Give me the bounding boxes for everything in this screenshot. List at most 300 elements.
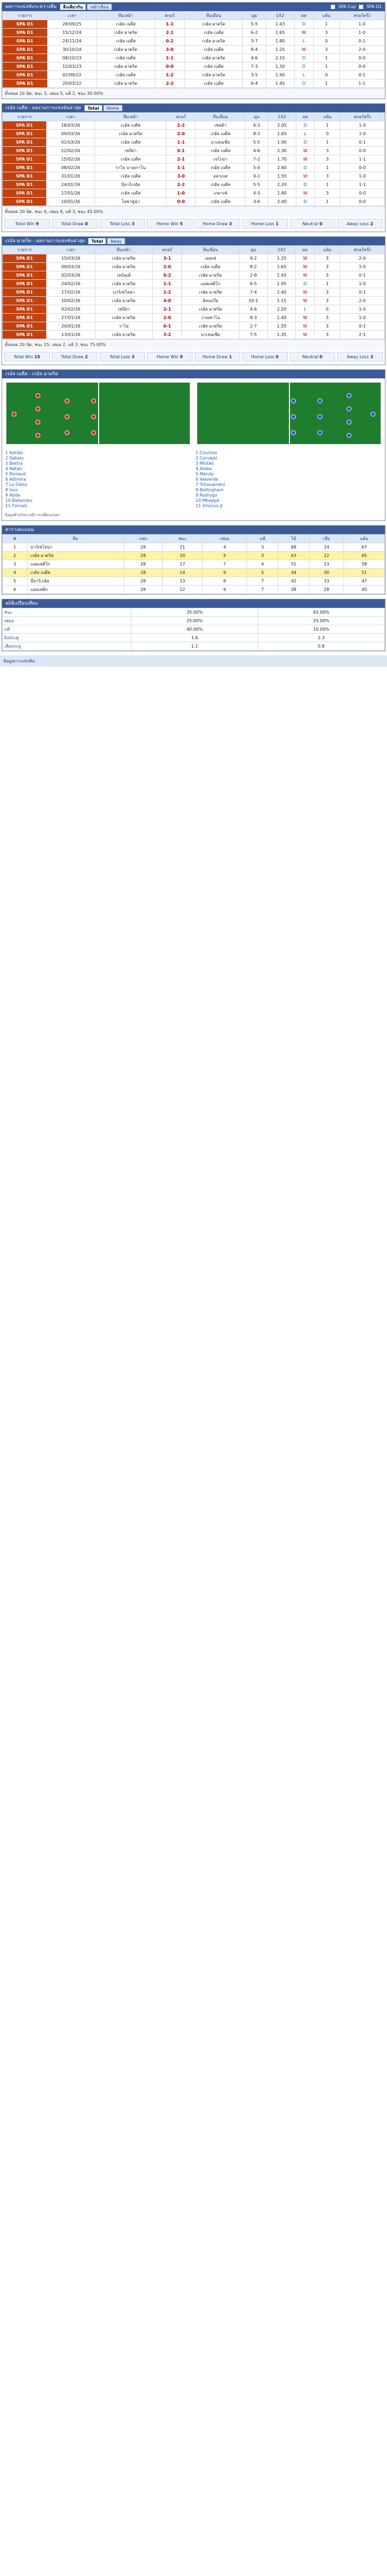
team-name: บาร์เซโลน่า: [27, 543, 124, 552]
corner-count: 3-6: [245, 198, 268, 206]
table-row[interactable]: [3, 20, 385, 29]
total-win-box: Total Win 9: [4, 219, 50, 228]
points: 1: [313, 63, 339, 71]
match-score: 2-1: [166, 155, 196, 164]
away-player: 3 Militão: [196, 461, 214, 466]
home-player: 10 Bakambu: [5, 498, 32, 503]
home-team: เรอัล เบตีส: [96, 54, 155, 63]
match-date: 30/10/24: [47, 46, 96, 54]
h2h-header: [2, 3, 385, 11]
home-totals: [2, 217, 385, 232]
home-team: เลบันเต้: [95, 271, 152, 280]
league-filter-d1[interactable]: SPA D1: [366, 4, 382, 9]
home-draw-box: Home Draw 1: [195, 352, 240, 361]
stats-title: สถิติเปรียบเทียบ: [5, 601, 38, 606]
rank: 2: [3, 552, 28, 560]
table-row[interactable]: [3, 552, 385, 560]
match-date: 09/03/26: [47, 263, 95, 271]
match-score: 3-2: [153, 331, 182, 339]
league-badge: SPA D1: [3, 29, 48, 37]
table-row[interactable]: [3, 569, 385, 577]
rank: 4: [3, 569, 28, 577]
corner-count: 6-2: [243, 29, 266, 37]
match-date: 09/03/26: [47, 130, 95, 138]
standings-header: [2, 526, 385, 534]
away-team: เรอัล เบตีส: [196, 198, 245, 206]
player-icon: [36, 433, 40, 438]
table-row[interactable]: [3, 147, 385, 155]
home-team: ราโย บาเยกาโน: [95, 164, 166, 172]
table-row[interactable]: [3, 586, 385, 594]
corner-count: 8-2: [239, 263, 268, 271]
away-team: เรอัล เบตีส: [184, 46, 243, 54]
lineups-title: เรอัล เบตีส - เรอัล มาดริด: [5, 371, 58, 377]
drawn: 8: [203, 577, 247, 586]
odds-value: 1.45: [266, 79, 294, 88]
points: 3: [314, 314, 340, 322]
match-date: 27/01/26: [47, 314, 95, 322]
home-recent-body: [3, 121, 385, 206]
league-badge: SPA D1: [3, 172, 47, 181]
half-time-score: 0-1: [340, 271, 384, 280]
match-score: 3-1: [153, 254, 182, 263]
league-badge: SPA D1: [3, 271, 47, 280]
home-player: 3 Bartra: [5, 461, 23, 466]
col-away: ทีมเยือน: [184, 12, 243, 20]
half-time-score: 1-0: [339, 29, 384, 37]
col-home: ทีมเหย้า: [95, 246, 152, 254]
home-team: เรอัล เบตีส: [95, 138, 166, 147]
table-row[interactable]: [3, 543, 385, 552]
tab-away[interactable]: Away: [107, 238, 125, 244]
odds-value: 2.40: [268, 288, 296, 297]
odds-value: 1.45: [268, 271, 296, 280]
points: 0: [315, 130, 340, 138]
home-team: เซบีย่า: [95, 305, 152, 314]
league-badge: SPA D1: [3, 263, 47, 271]
col-away: ทีมเยือน: [196, 113, 245, 121]
match-score: 0-0: [155, 63, 184, 71]
odds-value: 1.65: [266, 29, 294, 37]
match-score: 2-1: [153, 305, 182, 314]
match-score: 1-1: [155, 20, 184, 29]
table-row[interactable]: [3, 297, 385, 305]
player-icon: [91, 399, 96, 403]
drawn: 9: [203, 569, 247, 577]
league-badge: SPA D1: [3, 297, 47, 305]
away-team: แอตเลติโก: [182, 280, 239, 288]
drawn: 9: [203, 586, 247, 594]
player-icon: [65, 430, 69, 435]
home-loss-box: Home Loss 0: [242, 352, 288, 361]
away-team: เรอัล มาดริด: [182, 322, 239, 331]
result-badge: W: [296, 288, 314, 297]
corner-count: 4-6: [239, 305, 268, 314]
result-badge: L: [294, 37, 313, 46]
away-team: อัลเมเรีย: [182, 297, 239, 305]
away-team: เรอัล เบตีส: [184, 63, 243, 71]
league-badge: SPA D1: [3, 305, 47, 314]
lost: 7: [247, 577, 278, 586]
corner-count: 3-7: [243, 37, 266, 46]
stats-section: [2, 599, 385, 651]
away-player: 11 Vinícius Jr: [196, 503, 223, 508]
home-player: 2 Sabaly: [5, 456, 24, 461]
result-badge: D: [294, 79, 313, 88]
odds-value: 1.80: [268, 189, 296, 198]
match-date: 01/03/26: [47, 138, 95, 147]
home-loss-box: Home Loss 1: [242, 219, 288, 228]
col-pts: แต้ม: [344, 535, 385, 543]
tab-home-away[interactable]: เหย้าเยือน: [87, 4, 112, 10]
half-time-score: 0-0: [339, 54, 384, 63]
away-player: 8 Bellingham: [196, 488, 224, 492]
match-date: 20/03/22: [47, 79, 96, 88]
match-date: 24/11/24: [47, 37, 96, 46]
col-points: แต้ม: [315, 113, 340, 121]
table-row[interactable]: [3, 46, 385, 54]
corner-count: 6-3: [245, 121, 268, 130]
away-stat: 25.00%: [258, 617, 385, 625]
player-icon: [347, 420, 351, 424]
points: 47: [344, 577, 385, 586]
won: 13: [162, 577, 202, 586]
standings-title: ตารางคะแนน: [5, 527, 34, 533]
result-badge: D: [296, 181, 314, 189]
home-team: เซบีย่า: [95, 147, 166, 155]
player-icon: [291, 414, 296, 419]
table-row[interactable]: [3, 29, 385, 37]
home-team: เรอัล เบตีส: [95, 121, 166, 130]
away-team: อลาเบส: [196, 172, 245, 181]
odds-value: 1.25: [268, 254, 296, 263]
total-loss-box: Total Loss 3: [100, 352, 145, 361]
col-odds: 1X2: [268, 113, 296, 121]
away-recent-summary: ทั้งหมด 20 นัด, ชนะ 15, เสมอ 2, แพ้ 3, ชนะ 75.00%: [2, 339, 385, 350]
points: 3: [315, 189, 340, 198]
odds-value: 1.35: [268, 331, 296, 339]
lost: 5: [247, 569, 278, 577]
stats-body: [3, 608, 385, 651]
odds-value: 2.40: [268, 198, 296, 206]
col-points: แต้ม: [314, 246, 340, 254]
col-corner: มุม: [239, 246, 268, 254]
match-date: 10/01/26: [47, 198, 95, 206]
match-score: 2-2: [155, 79, 184, 88]
league-badge: SPA D1: [3, 20, 48, 29]
table-row[interactable]: [3, 155, 385, 164]
away-team: เรอัล เบตีส: [196, 130, 245, 138]
league-badge: SPA D1: [3, 280, 47, 288]
away-loss-box: Away Loss 2: [337, 219, 383, 228]
h2h-body: [3, 20, 385, 88]
stats-row: [3, 634, 385, 642]
won: 14: [162, 569, 202, 577]
corner-count: 3-5: [243, 71, 266, 79]
match-date: 12/03/23: [47, 63, 96, 71]
result-badge: W: [296, 263, 314, 271]
points: 3: [313, 46, 339, 54]
league-badge: SPA D1: [3, 147, 47, 155]
points: 1: [315, 181, 340, 189]
goals-for: 51: [278, 560, 309, 569]
checkbox-icon[interactable]: [331, 5, 335, 9]
home-player: 7 Lo Celso: [5, 482, 28, 487]
table-row[interactable]: [3, 164, 385, 172]
league-badge: SPA D1: [3, 189, 47, 198]
lineup-lists: [2, 448, 385, 512]
corner-count: 8-3: [239, 314, 268, 322]
h2h-table: [2, 11, 385, 88]
home-player: 1 Adrián: [5, 450, 23, 455]
table-row[interactable]: [3, 322, 385, 331]
home-team: เรอัล เบตีส: [95, 189, 166, 198]
home-team: บียาร์เรอัล: [95, 181, 166, 189]
half-time-score: 0-1: [339, 37, 384, 46]
table-row[interactable]: [3, 189, 385, 198]
away-team: เรอัล มาดริด: [184, 54, 243, 63]
home-player: 8 Isco: [5, 488, 18, 492]
points: 1: [315, 164, 340, 172]
match-date: 15/03/26: [47, 254, 95, 263]
table-row[interactable]: [3, 280, 385, 288]
table-row[interactable]: [3, 181, 385, 189]
away-team: เรอัล เบตีส: [184, 29, 243, 37]
points: 58: [344, 560, 385, 569]
half-time-score: 2-1: [340, 331, 384, 339]
match-score: 4-0: [153, 297, 182, 305]
corner-count: 8-2: [245, 130, 268, 138]
player-icon: [36, 406, 40, 411]
won: 20: [162, 552, 202, 560]
league-badge: SPA D1: [3, 322, 47, 331]
points: 1: [315, 198, 340, 206]
odds-value: 2.20: [268, 181, 296, 189]
standings-table: [2, 534, 385, 594]
match-date: 10/02/26: [47, 297, 95, 305]
corner-count: 4-6: [245, 147, 268, 155]
half-time-score: 2-0: [339, 46, 384, 54]
table-row[interactable]: [3, 71, 385, 79]
away-recent-title: เรอัล มาดริด - ผลงานการแข่งขันล่าสุด: [5, 238, 85, 244]
goals-for: 68: [278, 543, 309, 552]
home-team: เรอัล มาดริด: [95, 297, 152, 305]
rank: 6: [3, 586, 28, 594]
played: 28: [124, 577, 162, 586]
points: 3: [314, 297, 340, 305]
team-name: เรอัล เบตีส: [27, 569, 124, 577]
lineups-header: [2, 370, 385, 378]
table-row[interactable]: [3, 138, 385, 147]
away-team: เรอัล มาดริด: [182, 288, 239, 297]
col-result: ผล: [296, 246, 314, 254]
tab-total[interactable]: Total: [88, 238, 106, 244]
away-player: 9 Rodrygo: [196, 493, 217, 498]
away-player: 5 Mendy: [196, 472, 214, 476]
league-badge: SPA D1: [3, 130, 47, 138]
home-team: เรอัล มาดริด: [95, 331, 152, 339]
home-team: เรอัล มาดริด: [95, 263, 152, 271]
table-row[interactable]: [3, 172, 385, 181]
checkbox-icon[interactable]: [359, 5, 363, 9]
league-badge: SPA D1: [3, 138, 47, 147]
table-row[interactable]: [3, 577, 385, 586]
away-player: 6 Valverde: [196, 477, 218, 482]
away-team: เรอัล มาดริด: [184, 71, 243, 79]
goals-for: 38: [278, 586, 309, 594]
table-row[interactable]: [3, 271, 385, 280]
match-date: 28/09/25: [47, 20, 96, 29]
match-date: 20/01/26: [47, 322, 95, 331]
col-team: ทีม: [27, 535, 124, 543]
home-team: เรอัล เบตีส: [96, 20, 155, 29]
col-gf: ได้: [278, 535, 309, 543]
odds-value: 2.10: [266, 54, 294, 63]
won: 12: [162, 586, 202, 594]
match-score: 1-1: [153, 280, 182, 288]
col-league: รายการ: [3, 113, 47, 121]
points: 0: [313, 71, 339, 79]
home-win-box: Home Win 9: [147, 352, 192, 361]
won: 21: [162, 543, 202, 552]
away-team: เซลต้า: [196, 121, 245, 130]
total-loss-box: Total Loss 3: [100, 219, 145, 228]
odds-value: 1.43: [266, 20, 294, 29]
player-icon: [318, 399, 322, 403]
col-ht: สกอร์ครึ่ง: [339, 12, 384, 20]
played: 28: [124, 586, 162, 594]
points: 3: [314, 322, 340, 331]
points: 3: [314, 288, 340, 297]
match-date: 17/01/26: [47, 189, 95, 198]
odds-value: 1.55: [268, 172, 296, 181]
table-row[interactable]: [3, 54, 385, 63]
col-date: เวลา: [47, 113, 95, 121]
half-time-score: 0-1: [340, 288, 384, 297]
away-team: เรอัล มาดริด: [184, 20, 243, 29]
tab-total[interactable]: Total: [84, 105, 102, 111]
league-filter-cup[interactable]: SPA Cup: [338, 4, 356, 9]
half-time-score: 1-1: [340, 155, 385, 164]
corner-count: 10-1: [239, 297, 268, 305]
lost: 4: [247, 560, 278, 569]
team-name: แอธเลติก: [27, 586, 124, 594]
stats-row: [3, 625, 385, 634]
drawn: 5: [203, 552, 247, 560]
result-badge: D: [296, 138, 314, 147]
stats-row: [3, 642, 385, 651]
player-icon: [12, 412, 16, 417]
result-badge: W: [296, 331, 314, 339]
home-team: เรอัล มาดริด: [95, 254, 152, 263]
points: 3: [313, 29, 339, 37]
result-badge: W: [296, 254, 314, 263]
half-time-score: 0-0: [340, 147, 385, 155]
league-badge: SPA D1: [3, 79, 48, 88]
away-team: เรอัล มาดริด: [182, 305, 239, 314]
result-badge: D: [296, 280, 314, 288]
goals-against: 28: [309, 586, 344, 594]
away-team: เรอัล มาดริด: [182, 271, 239, 280]
played: 28: [124, 552, 162, 560]
col-result: ผล: [296, 113, 314, 121]
table-row[interactable]: [3, 254, 385, 263]
odds-value: 1.70: [268, 155, 296, 164]
home-team: เรอัล เบตีส: [96, 37, 155, 46]
league-badge: SPA D1: [3, 63, 48, 71]
home-recent-title: เรอัล เบตีส - ผลงานการแข่งขันล่าสุด: [5, 105, 82, 111]
match-score: 1-0: [166, 189, 196, 198]
corner-count: 7-5: [239, 331, 268, 339]
table-row[interactable]: [3, 305, 385, 314]
corner-count: 5-4: [245, 164, 268, 172]
table-row[interactable]: [3, 263, 385, 271]
result-badge: D: [296, 198, 314, 206]
away-player: 2 Carvajal: [196, 456, 217, 461]
match-score: 2-0: [153, 263, 182, 271]
half-time-score: 0-1: [340, 138, 385, 147]
table-row[interactable]: [3, 37, 385, 46]
col-score: สกอร์: [166, 113, 196, 121]
odds-value: 1.95: [268, 280, 296, 288]
half-time-score: 1-0: [340, 130, 385, 138]
league-badge: SPA D1: [3, 155, 47, 164]
away-player: 4 Alaba: [196, 466, 212, 471]
half-time-score: 2-0: [340, 297, 384, 305]
half-time-score: 0-1: [339, 71, 384, 79]
points: 0: [313, 37, 339, 46]
away-team: เอลเช่: [182, 254, 239, 263]
table-row[interactable]: [3, 560, 385, 569]
home-recent-table: [2, 112, 385, 206]
table-row[interactable]: [3, 314, 385, 322]
tab-home[interactable]: Home: [103, 105, 122, 111]
result-badge: W: [296, 189, 314, 198]
player-icon: [318, 430, 322, 435]
col-home: ทีมเหย้า: [95, 113, 166, 121]
odds-value: 1.65: [268, 263, 296, 271]
col-corner: มุม: [245, 113, 268, 121]
points: 51: [344, 569, 385, 577]
table-row[interactable]: [3, 198, 385, 206]
table-row[interactable]: [3, 79, 385, 88]
player-icon: [318, 414, 322, 419]
match-score: 2-2: [166, 181, 196, 189]
tab-same-league[interactable]: ลีกเดียวกัน: [60, 4, 86, 10]
odds-value: 1.55: [268, 322, 296, 331]
home-win-box: Home Win 5: [147, 219, 192, 228]
result-badge: W: [296, 172, 314, 181]
table-row[interactable]: [3, 121, 385, 130]
half-time-score: 1-0: [340, 280, 384, 288]
match-date: 02/09/22: [47, 71, 96, 79]
home-player: 6 Altimira: [5, 477, 26, 482]
pitch-row: [2, 378, 385, 448]
table-row[interactable]: [3, 63, 385, 71]
home-team: เรอัล มาดริด: [96, 79, 155, 88]
result-badge: W: [296, 155, 314, 164]
match-score: 0-2: [153, 271, 182, 280]
table-row[interactable]: [3, 331, 385, 339]
match-date: 16/03/26: [47, 121, 95, 130]
table-row[interactable]: [3, 288, 385, 297]
home-player: 11 Fornals: [5, 503, 28, 508]
table-row[interactable]: [3, 130, 385, 138]
player-icon: [36, 420, 40, 424]
odds-value: 1.80: [266, 37, 294, 46]
match-score: 3-0: [166, 172, 196, 181]
home-team: เรอัล เบตีส: [96, 71, 155, 79]
